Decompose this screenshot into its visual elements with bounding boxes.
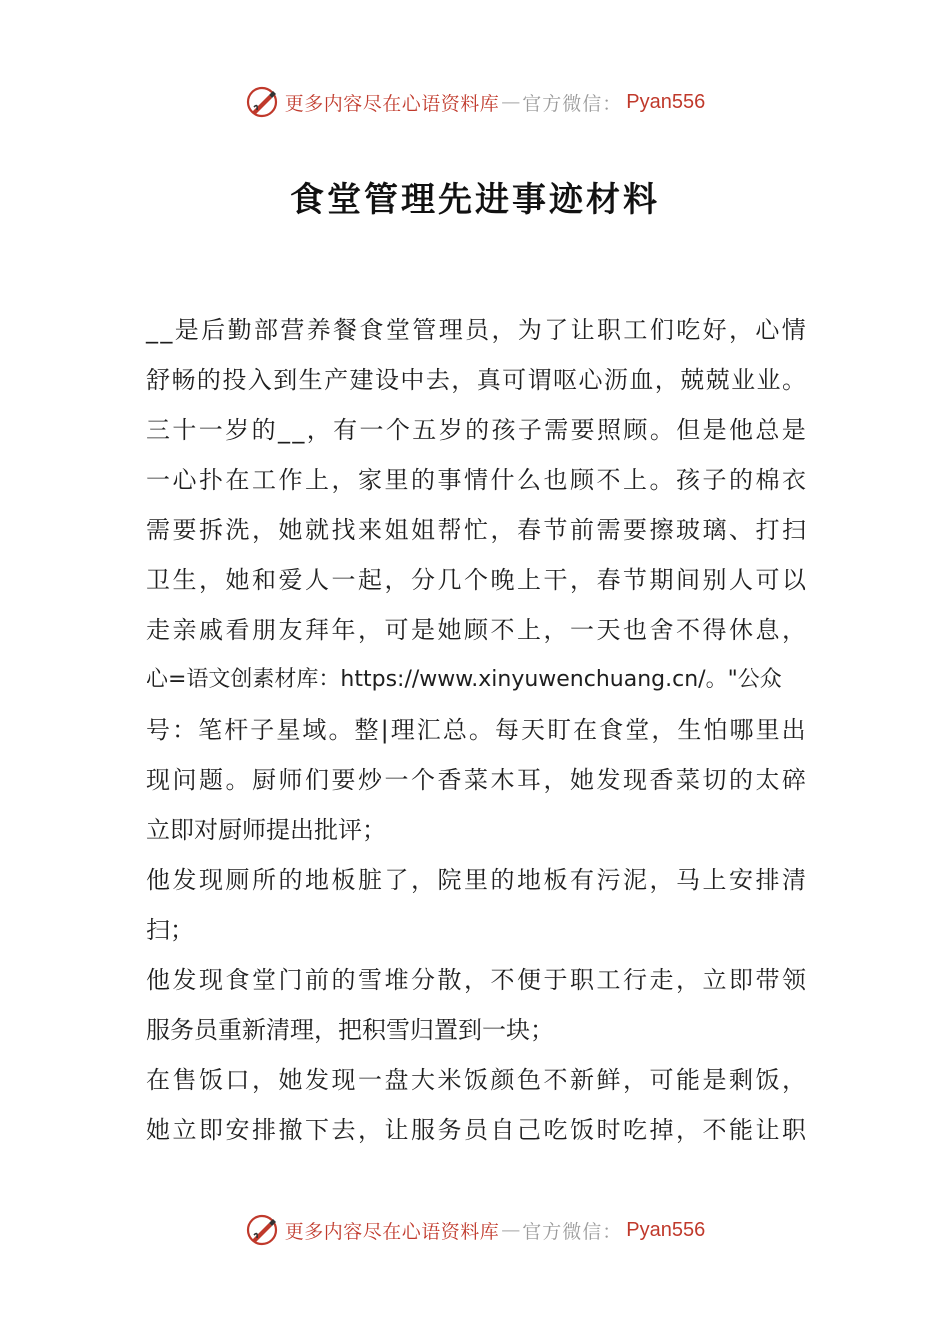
text-line: 立即对厨师提出批评； xyxy=(146,816,386,844)
watermark-site-text: 更多内容尽在心语资料库 xyxy=(284,92,500,115)
text-line: 需 要 拆 洗 ， 她 就 找 来 姐 姐 帮 忙 ， 春 节 前 需 要 擦 玻 璃 、 打 扫 xyxy=(146,516,806,544)
watermark-dash: — xyxy=(501,91,521,113)
text-line: 一 心 扑 在 工 作 上 ， 家 里 的 事 情 什 么 也 顾 不 上 。 孩 子 的 棉 衣 xyxy=(146,466,806,494)
text-line: 她 立 即 安 排 撤 下 去 ， 让 服 务 员 自 己 吃 饭 时 吃 掉 ， 不 能 让 职 xyxy=(146,1116,806,1144)
watermark-wechat-label: 官方微信： xyxy=(522,92,623,115)
document-title: 食堂管理先进事迹材料 xyxy=(290,180,660,220)
text-line: 他 发 现 食 堂 门 前 的 雪 堆 分 散 ， 不 便 于 职 工 行 走 ， 立 即 带 领 xyxy=(146,966,806,994)
text-line: 服务员重新清理，把积雪归置到一块； xyxy=(146,1016,554,1044)
text-line: 卫 生 ， 她 和 爱 人 一 起 ， 分 几 个 晚 上 干 ， 春 节 期 间 别 人 可 以 xyxy=(146,566,806,594)
text-line: 三 十 一 岁 的 _ _ ， 有 一 个 五 岁 的 孩 子 需 要 照 顾 。 但 是 他 总 是 xyxy=(146,416,806,444)
header-watermark xyxy=(0,82,950,122)
document-body xyxy=(146,305,806,1155)
watermark-site-text: 更多内容尽在心语资料库 xyxy=(284,1220,500,1243)
text-line: 走 亲 戚 看 朋 友 拜 年 ， 可 是 她 顾 不 上 ， 一 天 也 舍 不 得 休 息 ， xyxy=(146,616,806,644)
footer-watermark xyxy=(0,1210,950,1250)
text-line: 号 ： 笔 杆 子 星 域 。 整 | 理 汇 总 。 每 天 盯 在 食 堂 ， 生 怕 哪 里 出 xyxy=(146,716,806,744)
text-line: 他 发 现 厕 所 的 地 板 脏 了 ， 院 里 的 地 板 有 污 泥 ， 马 上 安 排 清 xyxy=(146,866,806,894)
watermark-wechat-label: 官方微信： xyxy=(522,1220,623,1243)
text-line: 现 问 题 。 厨 师 们 要 炒 一 个 香 菜 木 耳 ， 她 发 现 香 菜 切 的 太 碎 xyxy=(146,766,806,794)
text-line: 扫； xyxy=(146,916,194,944)
watermark-wechat-id: Pyan556 xyxy=(626,90,706,113)
text-line: 心=语文创素材库：https://www.xinyuwenchuang.cn/。"公众 xyxy=(146,667,782,692)
text-line: 在 售 饭 口 ， 她 发 现 一 盘 大 米 饭 颜 色 不 新 鲜 ， 可 能 是 剩 饭 ， xyxy=(146,1066,806,1094)
text-line: 舒 畅 的 投 入 到 生 产 建 设 中 去 ， 真 可 谓 呕 心 沥 血 ， 兢 兢 业 业 。 xyxy=(146,366,806,394)
text-line: _ _ 是 后 勤 部 营 养 餐 食 堂 管 理 员 ， 为 了 让 职 工 们 吃 好 ， 心 情 xyxy=(146,316,806,344)
pen-logo-icon xyxy=(245,85,279,119)
watermark-wechat-id: Pyan556 xyxy=(626,1218,706,1241)
pen-logo-icon xyxy=(245,1213,279,1247)
watermark-dash: — xyxy=(501,1219,521,1241)
